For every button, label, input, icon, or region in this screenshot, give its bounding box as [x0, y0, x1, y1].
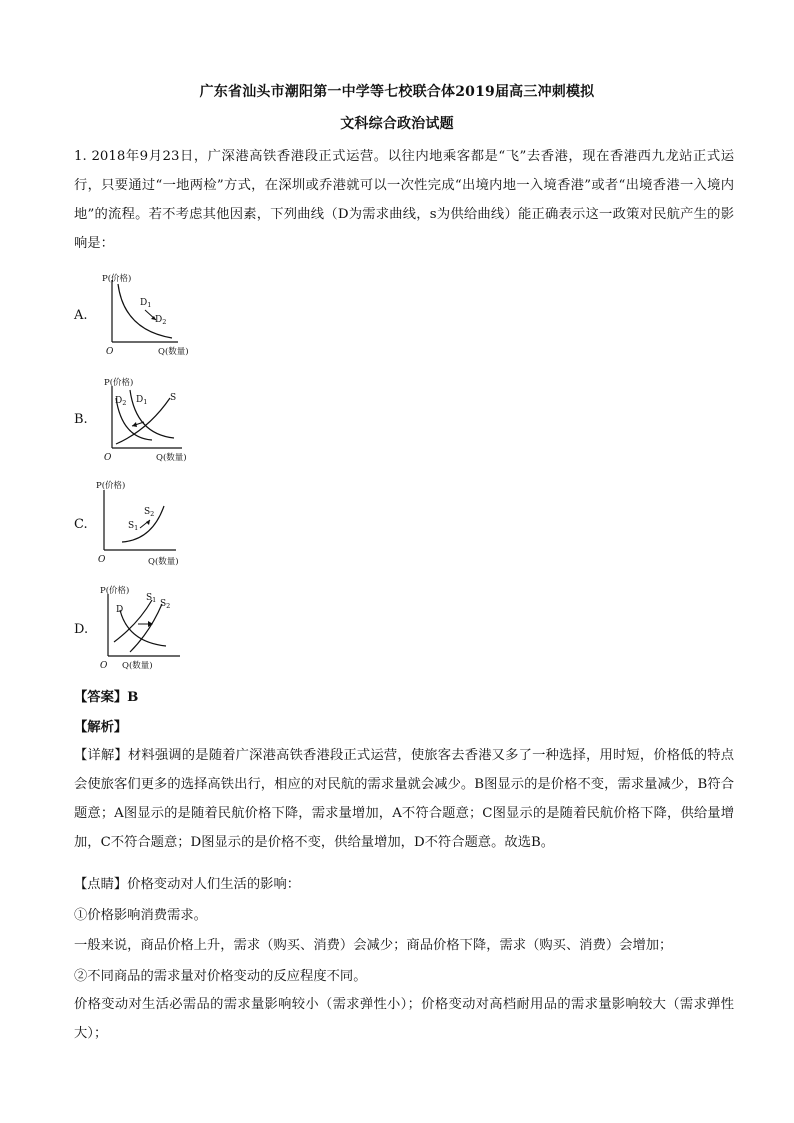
origin-label: O — [100, 661, 108, 671]
p-axis-label: P(价格) — [96, 481, 126, 491]
d2-label: $D_2$ — [115, 396, 127, 407]
d1-label: $D_1$ — [136, 395, 148, 406]
q-axis-label: Q(数量) — [122, 661, 153, 671]
s1-label: $S_1$ — [146, 593, 157, 604]
demand-curve — [118, 284, 172, 338]
point-2-heading: ②不同商品的需求量对价格变动的反应程度不同。 — [74, 969, 367, 984]
option-b-label: B. — [74, 412, 88, 427]
point-1-heading: ①价格影响消费需求。 — [74, 908, 207, 923]
option-a-label: A. — [74, 308, 88, 323]
s2-label: $S_2$ — [144, 507, 155, 518]
option-d-label: D. — [74, 622, 89, 637]
p-axis-label: P(价格) — [102, 274, 132, 284]
point-2-text: 价格变动对生活必需品的需求量影响较小（需求弹性小）；价格变动对高档耐用品的需求量影响较大（需求弹性大）； — [74, 997, 734, 1041]
point-1-text: 一般来说，商品价格上升，需求（购买、消费）会减少；商品价格下降，需求（购买、消费）会增加； — [74, 938, 673, 953]
origin-label: O — [104, 453, 112, 463]
detail-paragraph: 【详解】材料强调的是随着广深港高铁香港段正式运营，使旅客去香港又多了一种选择，用时短，价格低的特点会使旅客们更多的选择高铁出行，相应的对民航的需求量就会减少。B图显示的是价格不变，需求量减少，B符合题意；A图显示的是随着民航价格下降，需求量增加，A不符合题意；C图显示的是随着民航价格下降，供给量增加，C不符合题意；D图显示的是价格不变，供给量增加，D不符合题意。故选B。 — [74, 748, 734, 850]
option-d-chart — [96, 584, 206, 680]
q-axis-label: Q(数量) — [156, 453, 187, 463]
tip-heading: 【点睛】价格变动对人们生活的影响： — [74, 877, 301, 892]
answer-line: 【答案】B — [74, 690, 139, 705]
d-label: D — [116, 605, 124, 615]
question-stem: 1. 2018年9月23日，广深港高铁香港段正式运营。以往内地乘客都是“飞”去香港，现在香港西九龙站正式运行，只要通过“一地两检”方式，在深圳或乔港就可以一次性完成“出境内地一入境香港”或者“出境香港一入境内地”的流程。若不考虑其他因素，下列曲线（D为需求曲线，s为供给曲线）能正确表示这一政策对民航产生的影响是： — [74, 149, 734, 251]
analysis-heading: 【解析】 — [74, 720, 128, 735]
option-b-chart — [96, 376, 206, 470]
p-axis-label: P(价格) — [104, 378, 134, 388]
p-axis-label: P(价格) — [100, 586, 130, 596]
demand-curve — [120, 610, 166, 646]
q-axis-label: Q(数量) — [158, 347, 189, 357]
s1-label: $S_1$ — [128, 521, 139, 532]
d2-label: $D_2$ — [155, 315, 167, 326]
origin-label: O — [106, 347, 114, 357]
shift-arrowhead — [146, 520, 150, 525]
d1-label: $D_1$ — [140, 298, 152, 309]
s-label: S — [170, 393, 177, 403]
origin-label: O — [98, 555, 106, 565]
document-subtitle: 文科综合政治试题 — [340, 116, 454, 132]
document-title: 广东省汕头市潮阳第一中学等七校联合体2019届高三冲刺模拟 — [199, 84, 595, 100]
s2-label: $S_2$ — [160, 599, 171, 610]
option-c-label: C. — [74, 517, 88, 532]
option-c-chart — [92, 478, 202, 574]
q-axis-label: Q(数量) — [148, 557, 179, 567]
option-a-chart — [100, 272, 210, 364]
